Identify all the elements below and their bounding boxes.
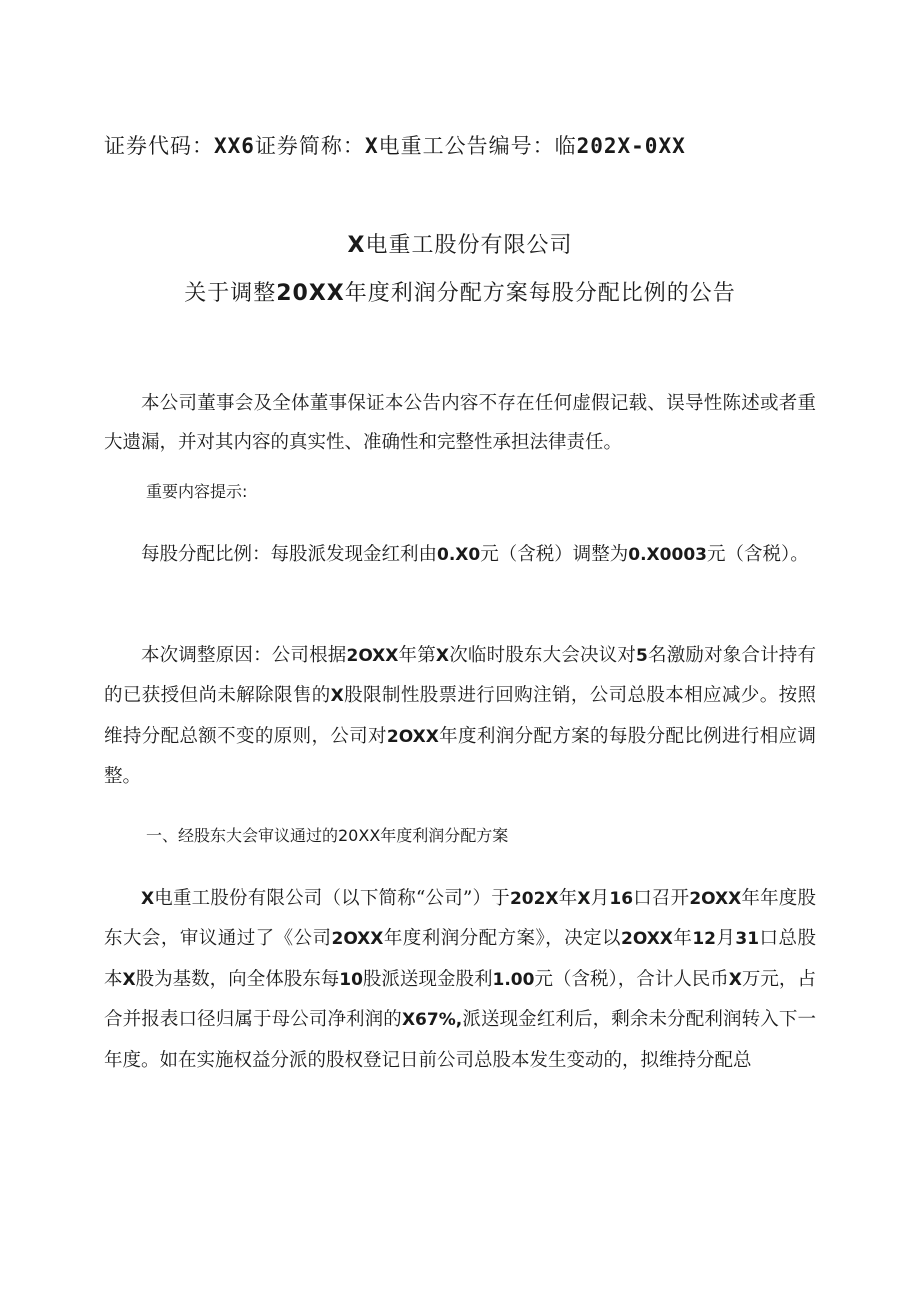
text-part: 股为基数，向全体股东每 <box>135 968 340 990</box>
important-content-heading: 重要内容提示: <box>146 482 248 501</box>
text-part: 年 <box>672 928 693 949</box>
stock-abbr-value: X <box>364 134 379 158</box>
title-part: 关于调整 <box>184 281 277 306</box>
adjustment-reason-paragraph <box>104 636 816 797</box>
section-1-heading: 一、经股东大会审议通过的20XX年度利润分配方案 <box>146 826 509 845</box>
text-part: 年第 <box>398 644 436 666</box>
number: 202X <box>509 888 559 909</box>
text-part: 年度利润分配方案的每股分配比例进行相应调整。 <box>104 725 816 787</box>
text-part: 口召开 <box>633 887 690 909</box>
stock-abbr-label: 证券简称： <box>254 134 365 158</box>
text-part: 电重工股份有限公司（以下简称“公司”）于 <box>154 887 510 909</box>
text-part: 股限制性股票进行回购注销，公司总股本相应减少。按照维持分配总额不变的原则，公司对 <box>104 685 816 747</box>
text-part: 元（含税）。 <box>706 543 809 565</box>
number: X <box>728 969 742 990</box>
stock-abbr-rest: 电重工 <box>378 134 445 158</box>
number: 2OXX <box>331 929 384 949</box>
board-statement: 本公司董事会及全体董事保证本公告内容不存在任何虚假记载、误导性陈述或者重大遗漏，并对其内容的真实性、准确性和完整性承担法律责任。 <box>104 392 816 453</box>
title-part: 年度利润分配方案每股分配比例的公告 <box>344 281 736 306</box>
text-part: 年年度股东大会，审议通过了《公司 <box>104 887 816 949</box>
number: X <box>122 969 136 990</box>
number: 12 <box>692 929 716 949</box>
number: 5 <box>636 645 648 666</box>
number: 31 <box>735 929 760 949</box>
new-dividend-value: 0.X0003 <box>628 544 707 565</box>
announcement-title <box>0 276 920 307</box>
text-part: 年度利润分配方案》，决定以 <box>383 928 622 949</box>
text-part: 月 <box>590 887 610 909</box>
document-header <box>104 130 686 160</box>
old-dividend-value: 0.X0 <box>437 544 481 565</box>
text-part: 次临时股东大会决议对 <box>449 644 637 666</box>
number: 1.00 <box>492 969 535 990</box>
text-part: 年 <box>558 887 578 909</box>
number: 2OXX <box>621 929 673 949</box>
text-part: 本次调整原因：公司根据 <box>141 644 347 666</box>
company-prefix: X <box>347 233 366 258</box>
number: X67%, <box>401 1010 463 1030</box>
number: 16 <box>609 888 634 909</box>
text-part: 元（含税）调整为 <box>480 543 629 565</box>
text-part: 股派送现金股利 <box>362 968 493 990</box>
distribution-plan-paragraph <box>104 879 816 1081</box>
title-year: 20XX <box>276 281 345 306</box>
number: X <box>577 888 591 909</box>
text-part: 月 <box>716 928 736 949</box>
number: X <box>330 686 344 706</box>
number: X <box>141 888 155 909</box>
number: 2OXX <box>386 726 439 747</box>
number: X <box>435 645 450 666</box>
notice-number-value: 202X-0XX <box>576 134 686 158</box>
per-share-ratio-paragraph <box>104 535 816 576</box>
text-part: 名激励对象合计持有的已获授但尚未解除限售的 <box>104 644 816 706</box>
number: 10 <box>339 969 363 990</box>
text-part: 派送现金红利后，剩余未分配利润转入下一年度。如在实施权益分派的股权登记日前公司总股本发生变动的，拟维持分配总 <box>104 1009 816 1071</box>
company-name-rest: 电重工股份有限公司 <box>365 233 573 258</box>
number: 2OXX <box>346 645 399 666</box>
company-name-title <box>0 228 920 259</box>
text-part: 万元，占合并报表口径归属于母公司净利润的 <box>104 968 816 1030</box>
text-part: 口总股本 <box>104 928 816 990</box>
notice-number-label: 公告编号：临 <box>444 134 577 158</box>
stock-code-label: 证券代码： <box>104 134 214 158</box>
text-part: 每股分配比例：每股派发现金红利由 <box>141 543 438 565</box>
number: 2OXX <box>689 888 742 909</box>
text-part: 元（含税），合计人民币 <box>534 968 729 990</box>
stock-code-value: XX6 <box>214 134 255 158</box>
